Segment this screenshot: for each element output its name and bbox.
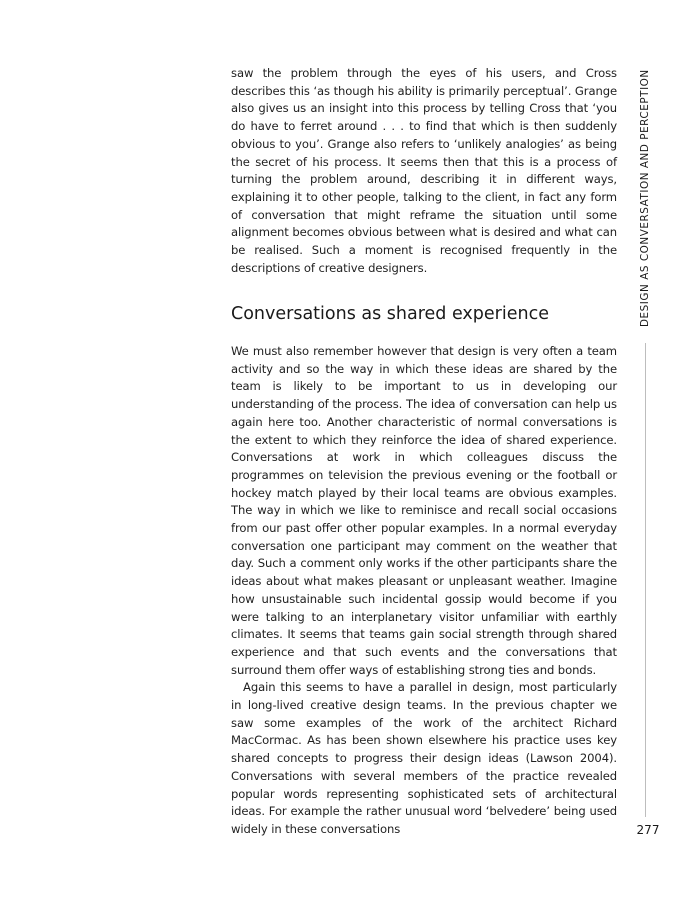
section-paragraph: We must also remember however that design is very often a team activity and so the way in which these ideas are shared by the team is likely to be important to us in developing our understanding of the process. The idea of conversation can help us again here too. Another characteristic of normal conversations is the extent to which they reinforce the idea of shared experience. Conversations at work in which colleagues discuss the programmes on television the previous evening or the football or hockey match played by their local teams are obvious examples. The way in which we like to reminisce and recall social occasions from our past offer other popular examples. In a normal everyday conversation one participant may comment on the weather that day. Such a comment only works if the other participants share the ideas about what makes pleasant or unpleasant weather. Imagine how unsustainable such incidental gossip would become if you were talking to an interplanetary visitor unfamiliar with earthly climates. It seems that teams gain social strength through shared experience and that such events and the conversations that surround them offer ways of establishing strong ties and bonds.: [231, 344, 617, 677]
section-body: [231, 343, 617, 839]
page-number: 277: [636, 823, 660, 837]
section-paragraph: Again this seems to have a parallel in design, most particularly in long-lived creative design teams. In the previous chapter we saw some examples of the work of the architect Richard MacCormac. As has been shown elsewhere his practice uses key shared concepts to progress their design ideas (Lawson 2004). Conversations with several members of the practice revealed popular words representing sophisticated sets of architectural ideas. For example the rather unusual word ‘belvedere’ being used widely in these conversations: [231, 680, 617, 836]
section-heading: Conversations as shared experience: [231, 304, 549, 324]
margin-rule: [645, 343, 646, 817]
intro-paragraph-block: [231, 65, 617, 277]
intro-paragraph: saw the problem through the eyes of his users, and Cross describes this ‘as though his ability is primarily perceptual’. Grange also gives us an insight into this process by telling Cross that ‘you do have to ferret around . . . to find that which is then suddenly obvious to you’. Grange also refers to ‘unlikely analogies’ as being the secret of his process. It seems then that this is a process of turning the problem around, describing it in different ways, explaining it to other people, talking to the client, in fact any form of conversation that might reframe the situation until some alignment becomes obvious between what is desired and what can be realised. Such a moment is recognised frequently in the descriptions of creative designers.: [231, 66, 617, 275]
running-header: DESIGN AS CONVERSATION AND PERCEPTION: [639, 69, 651, 327]
